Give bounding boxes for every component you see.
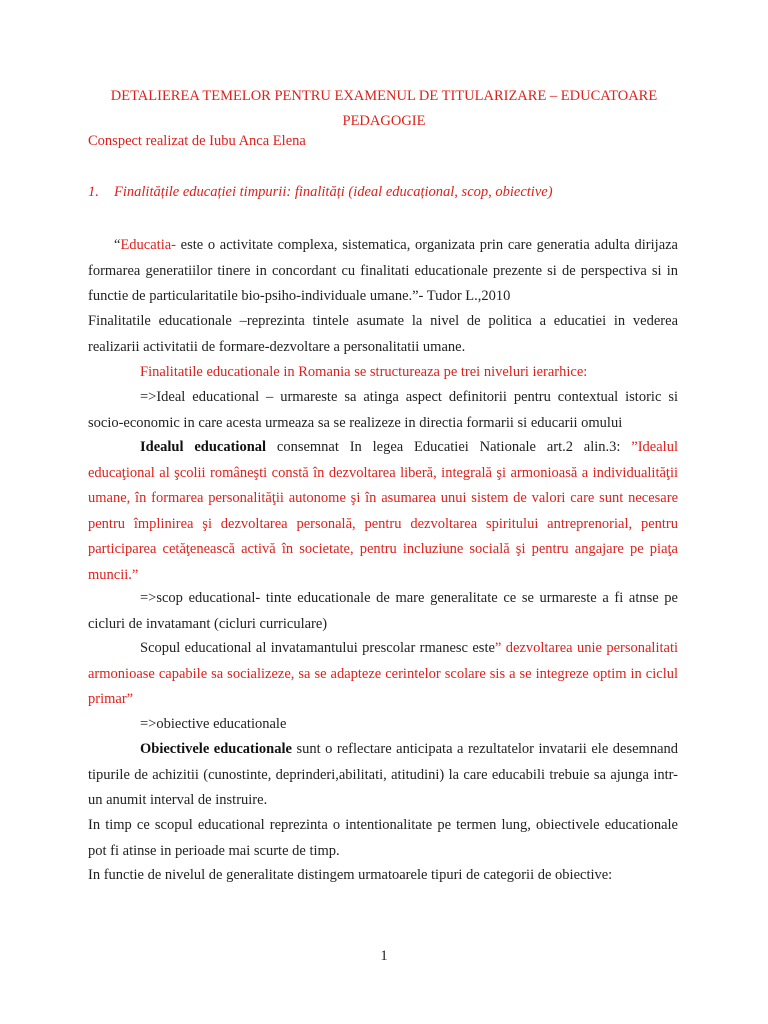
paragraph-definition [88, 233, 678, 310]
paragraph-text: consemnat In legea Educatiei Nationale art.2 alin.3: [266, 439, 632, 455]
paragraph-idealul [88, 435, 678, 589]
paragraph-finalitati: Finalitatile educationale –reprezinta tintele asumate la nivel de politica a educatiei in vederea realizarii activitatii de formare-dezvoltare a personalitatii umane. [88, 313, 678, 355]
quote-scop: ” dezvoltarea unie personalitati armonioase capabile sa socializeze, sa se adapteze cerintelor scolare sis a se integreze optim in ciclul primar” [88, 640, 678, 708]
paragraph-scop: =>scop educational- tinte educationale de mare generalitate ce se urmareste a fi atnse pe cicluri de invatamant (cicluri curriculare) [88, 590, 678, 632]
paragraph-text: sunt o reflectare anticipata a rezultatelor invatarii ele desemnand tipurile de achizitii (cunostinte, deprinderi,abilitati, atitudini) la care educabili trebuie sa ajunga intr-un anumit interval de instruire. [88, 741, 678, 809]
bold-idealul: Idealul educational [140, 439, 267, 455]
author-line: Conspect realizat de Iubu Anca Elena [88, 133, 306, 149]
paragraph-timp: In timp ce scopul educational reprezinta o intentionalitate pe termen lung, obiectivele educationale pot fi atinse in perioade mai scurte de timp. [88, 817, 678, 859]
section-heading [88, 184, 553, 201]
quote-open: “ [114, 237, 121, 253]
paragraph-niveluri: Finalitatile educationale in Romania se structureaza pe trei niveluri ierarhice: [140, 364, 588, 380]
quote-lege: ”Idealul educaţional al şcolii româneşti constă în dezvoltarea liberă, integrală şi armonioasă a individualităţii umane, în formarea personalităţii autonome şi în asumarea unui sistem de valori care sunt necesare pentru împlinirea şi dezvoltarea personală, pentru dezvoltarea spiritului antreprenorial, pentru participarea cetăţenească activă în societate, pentru incluziune socială şi pentru angajare pe piaţa muncii.” [88, 439, 678, 583]
document-title-line2: PEDAGOGIE [342, 113, 426, 129]
paragraph-obiectivele [88, 737, 678, 814]
document-title-line1: DETALIEREA TEMELOR PENTRU EXAMENUL DE TITULARIZARE – EDUCATOARE [110, 88, 658, 104]
paragraph-text: Scopul educational al invatamantului prescolar rmanesc este [140, 640, 495, 656]
paragraph-functie: In functie de nivelul de generalitate distingem urmatoarele tipuri de categorii de obiective: [88, 867, 613, 883]
term-educatia: Educatia- [120, 237, 176, 253]
paragraph-ideal: =>Ideal educational – urmareste sa atinga aspect definitorii pentru contextual istoric si socio-economic in care acesta urmeaza sa se realizeze in directia formarii si educarii omului [88, 389, 678, 431]
page-number: 1 [380, 948, 388, 964]
bold-obiectivele: Obiectivele educationale [140, 741, 292, 757]
paragraph-obiective-label: =>obiective educationale [140, 716, 287, 732]
section-number: 1. [88, 184, 99, 200]
paragraph-text: este o activitate complexa, sistematica, organizata prin care generatia adulta dirijaza formarea generatiilor tinere in concordant cu finalitati educationale prezente si de perspectiva si in functie de particularitatile bio-psiho-individuale umane.”- Tudor L.,2010 [88, 237, 678, 305]
paragraph-scopul [88, 636, 678, 713]
section-title: Finalitățile educației timpurii: finalități (ideal educațional, scop, obiective) [114, 184, 553, 200]
